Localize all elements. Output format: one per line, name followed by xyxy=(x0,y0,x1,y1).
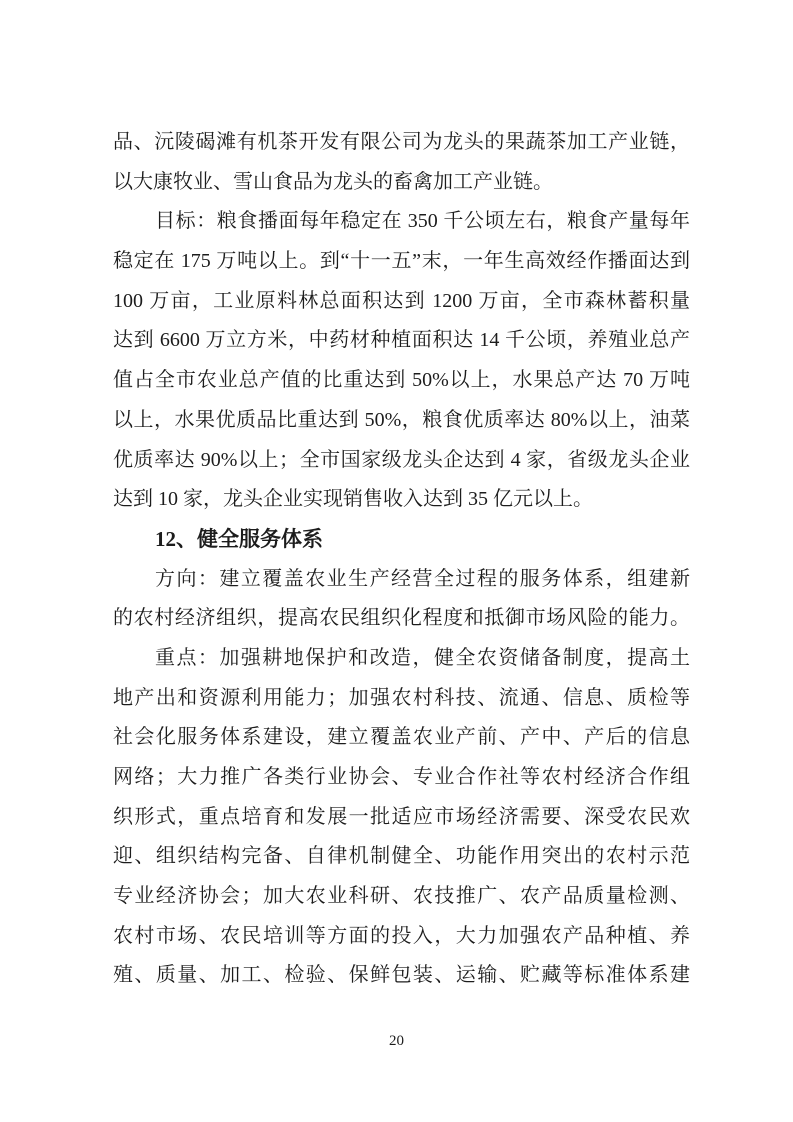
paragraph-line: 100 万亩，工业原料林总面积达到 1200 万亩，全市森林蓄积量 xyxy=(113,289,690,312)
paragraph-line: 网络；大力推广各类行业协会、专业合作社等农村经济合作组 xyxy=(113,766,690,788)
paragraph-line: 织形式，重点培育和发展一批适应市场经济需要、深受农民欢 xyxy=(113,805,690,828)
paragraph-line: 优质率达 90%以上；全市国家级龙头企达到 4 家，省级龙头企业 xyxy=(113,448,690,471)
page-footer xyxy=(0,1033,793,1050)
paragraph-line: 的农村经济组织，提高农民组织化程度和抵御市场风险的能力。 xyxy=(113,607,690,630)
section-heading: 12、健全服务体系 xyxy=(155,526,323,551)
paragraph-line: 农村市场、农民培训等方面的投入，大力加强农产品种植、养 xyxy=(113,924,690,947)
paragraph-line: 稳定在 175 万吨以上。到“十一五”末，一年生高效经作播面达到 xyxy=(113,250,690,273)
paragraph-line: 方向：建立覆盖农业生产经营全过程的服务体系，组建新 xyxy=(155,567,690,590)
paragraph-line: 重点：加强耕地保护和改造，健全农资储备制度，提高土 xyxy=(155,646,690,669)
paragraph-line: 达到 6600 万立方米，中药材种植面积达 14 千公顷，养殖业总产 xyxy=(113,329,690,352)
page-number: 20 xyxy=(389,1033,404,1049)
paragraph-line: 社会化服务体系建设，建立覆盖农业产前、产中、产后的信息 xyxy=(113,726,690,749)
document-body xyxy=(113,123,690,996)
paragraph-line: 目标：粮食播面每年稳定在 350 千公顷左右，粮食产量每年 xyxy=(155,210,690,233)
paragraph-line: 品、沅陵碣滩有机茶开发有限公司为龙头的果蔬茶加工产业链， xyxy=(113,131,690,153)
paragraph-line: 专业经济协会；加大农业科研、农技推广、农产品质量检测、 xyxy=(113,885,690,908)
paragraph-line: 达到 10 家，龙头企业实现销售收入达到 35 亿元以上。 xyxy=(113,488,593,511)
paragraph-line: 地产出和资源利用能力；加强农村科技、流通、信息、质检等 xyxy=(113,686,690,709)
paragraph-line: 以上，水果优质品比重达到 50%，粮食优质率达 80%以上，油菜 xyxy=(113,408,690,431)
paragraph-line: 殖、质量、加工、检验、保鲜包装、运输、贮藏等标准体系建 xyxy=(113,964,690,987)
paragraph-line: 值占全市农业总产值的比重达到 50%以上，水果总产达 70 万吨 xyxy=(113,369,690,392)
paragraph-line: 以大康牧业、雪山食品为龙头的畜禽加工产业链。 xyxy=(113,170,553,193)
paragraph-line: 迎、组织结构完备、自律机制健全、功能作用突出的农村示范 xyxy=(113,845,690,868)
